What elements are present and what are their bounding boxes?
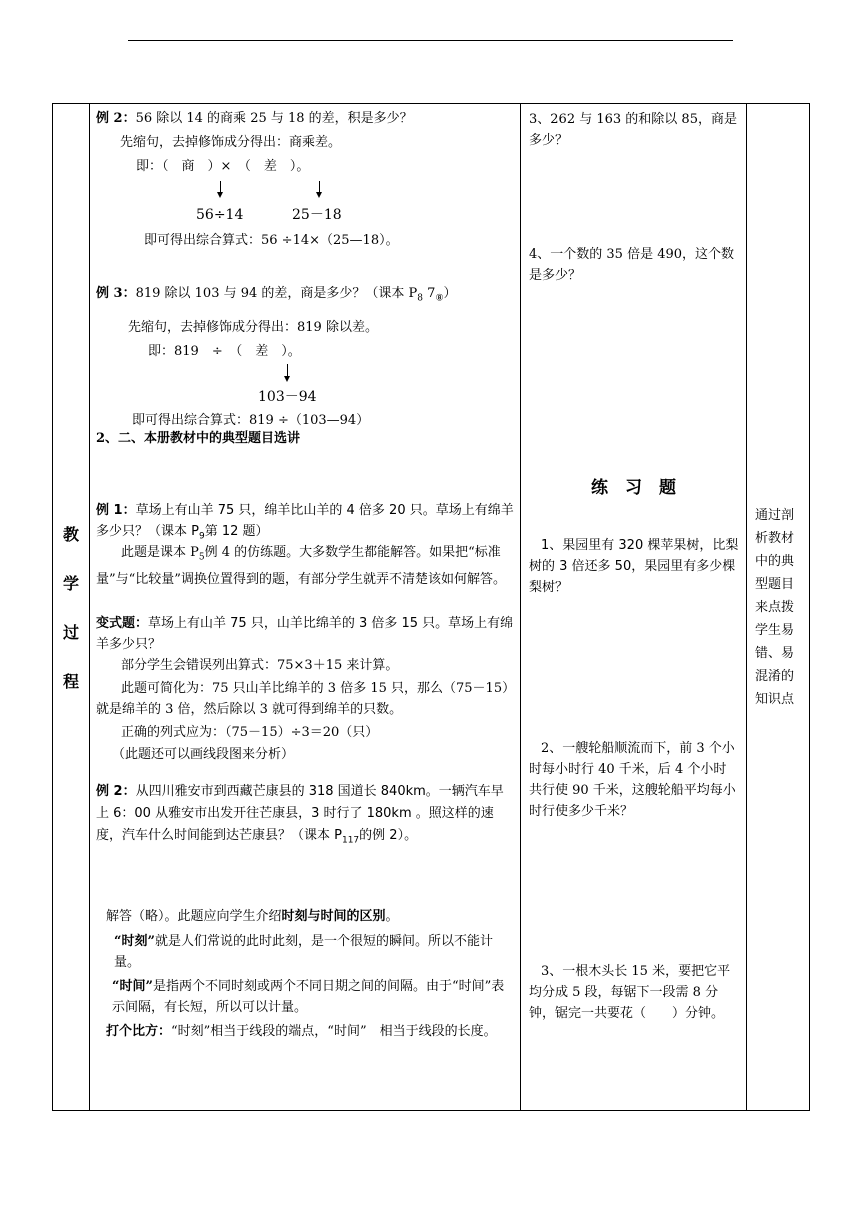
answer-moment: “时刻”就是人们常说的此时此刻，是一个很短的瞬间。所以不能计量。 xyxy=(114,934,493,970)
side-label-cell xyxy=(53,104,90,1111)
ex2-ji: 即：（ 商 ）× （ 差 ）。 xyxy=(136,159,310,174)
ex3-result: 即可得出综合算式：819 ÷（103—94） xyxy=(132,413,370,428)
exercise-p1: 1、果园里有 320 棵苹果树，比梨树的 3 倍还多 50，果园里有多少棵梨树？ xyxy=(529,538,739,595)
side-label xyxy=(53,522,89,692)
ex3-step: 先缩句，去掉修饰成分得出：819 除以差。 xyxy=(128,320,378,335)
answer-analogy: 打个比方：“时刻”相当于线段的端点，“时间” 相当于线段的长度。 xyxy=(106,1024,497,1039)
main-content-cell xyxy=(90,104,521,1111)
header-rule xyxy=(128,40,733,41)
arrow-down-icon xyxy=(319,181,320,193)
exercise-p2: 2、一艘轮船顺流而下，前 3 个小时每小时行 40 千米，后 4 个小时共行使 90 千米，这艘轮船平均每小时行使多少千米？ xyxy=(529,741,736,819)
ex1b-question: 例 1：草场上有山羊 75 只，绵羊比山羊的 4 倍多 20 只。草场上有绵羊多少只？（课本 $P_9$第 12 题） xyxy=(96,503,514,542)
arrow-down-icon xyxy=(287,364,288,377)
side-label-char: 学 xyxy=(62,574,79,593)
ex2b-question: 例 2：从四川雅安市到西藏芒康县的 318 国道长 840km。一辆汽车早上 6：00 从雅安市出发开往芒康县，3 时行了 180km 。照这样的速度，汽车什么时间能到达芒康县？（课本 $P_{117}$的例 2）。 xyxy=(96,784,504,846)
side-label-char: 教 xyxy=(62,525,79,544)
ex3-ji: 即：819 ÷ （ 差 ）。 xyxy=(148,344,301,359)
teaching-note: 通过剖析教材中的典型题目来点拨学生易错、易混淆的知识点 xyxy=(755,507,795,707)
ex2-left-expr: 56÷14 xyxy=(196,207,244,223)
answer-time: “时间”是指两个不同时刻或两个不同日期之间的间隔。由于“时间”表示间隔，有长短，所以可以计量。 xyxy=(112,979,505,1015)
practice-cell xyxy=(521,104,747,1111)
ex3-expr: 103－94 xyxy=(258,389,317,405)
ex2-step: 先缩句，去掉修饰成分得出：商乘差。 xyxy=(120,135,342,150)
exercise-title: 练 习 题 xyxy=(591,478,676,498)
exercise-p3: 3、一根木头长 15 米，要把它平均分成 5 段，每锯下一段需 8 分钟，锯完一共要花（ ）分钟。 xyxy=(529,964,731,1021)
variant-question: 变式题：草场上有山羊 75 只，山羊比绵羊的 3 倍多 15 只。草场上有绵羊多少只？ xyxy=(96,616,514,652)
variant-simplify: 此题可简化为：75 只山羊比绵羊的 3 倍多 15 只，那么（75－15）就是绵羊的 3 倍，然后除以 3 就可得到绵羊的只数。 xyxy=(96,681,509,717)
note-cell xyxy=(747,104,810,1111)
variant-tip: （此题还可以画线段图来分析） xyxy=(112,747,295,762)
ex1b-note: 此题是课本 $P_5$例 4 的仿练题。大多数学生都能解答。如果把“标准量”与“比较量”调换位置得到的题，有部分学生就弄不清楚该如何解答。 xyxy=(96,545,506,587)
ex2-question: 例 2：56 除以 14 的商乘 25 与 18 的差，积是多少？ xyxy=(96,111,413,126)
practice-q3: 3、262 与 163 的和除以 85，商是多少？ xyxy=(529,112,737,148)
variant-wrong: 部分学生会错误列出算式：75×3＋15 来计算。 xyxy=(121,658,399,673)
side-label-char: 程 xyxy=(62,672,79,691)
side-label-char: 过 xyxy=(62,623,79,642)
section2-title: 2、二、本册教材中的典型题目选讲 xyxy=(96,431,301,446)
practice-q4: 4、一个数的 35 倍是 490，这个数是多少？ xyxy=(529,247,735,283)
variant-correct: 正确的列式应为：（75－15）÷3＝20（只） xyxy=(121,725,379,740)
answer-intro: 解答（略）。此题应向学生介绍时刻与时间的区别。 xyxy=(106,909,399,924)
ex2-right-expr: 25－18 xyxy=(292,207,342,223)
ex3-question: 例 3：819 除以 103 与 94 的差，商是多少？（课本 $P_8$ $7_⑧$） xyxy=(96,286,457,304)
lesson-table xyxy=(52,103,810,1111)
arrow-down-icon xyxy=(220,181,221,193)
ex2-result: 即可得出综合算式：56 ÷14×（25—18）。 xyxy=(144,233,399,248)
